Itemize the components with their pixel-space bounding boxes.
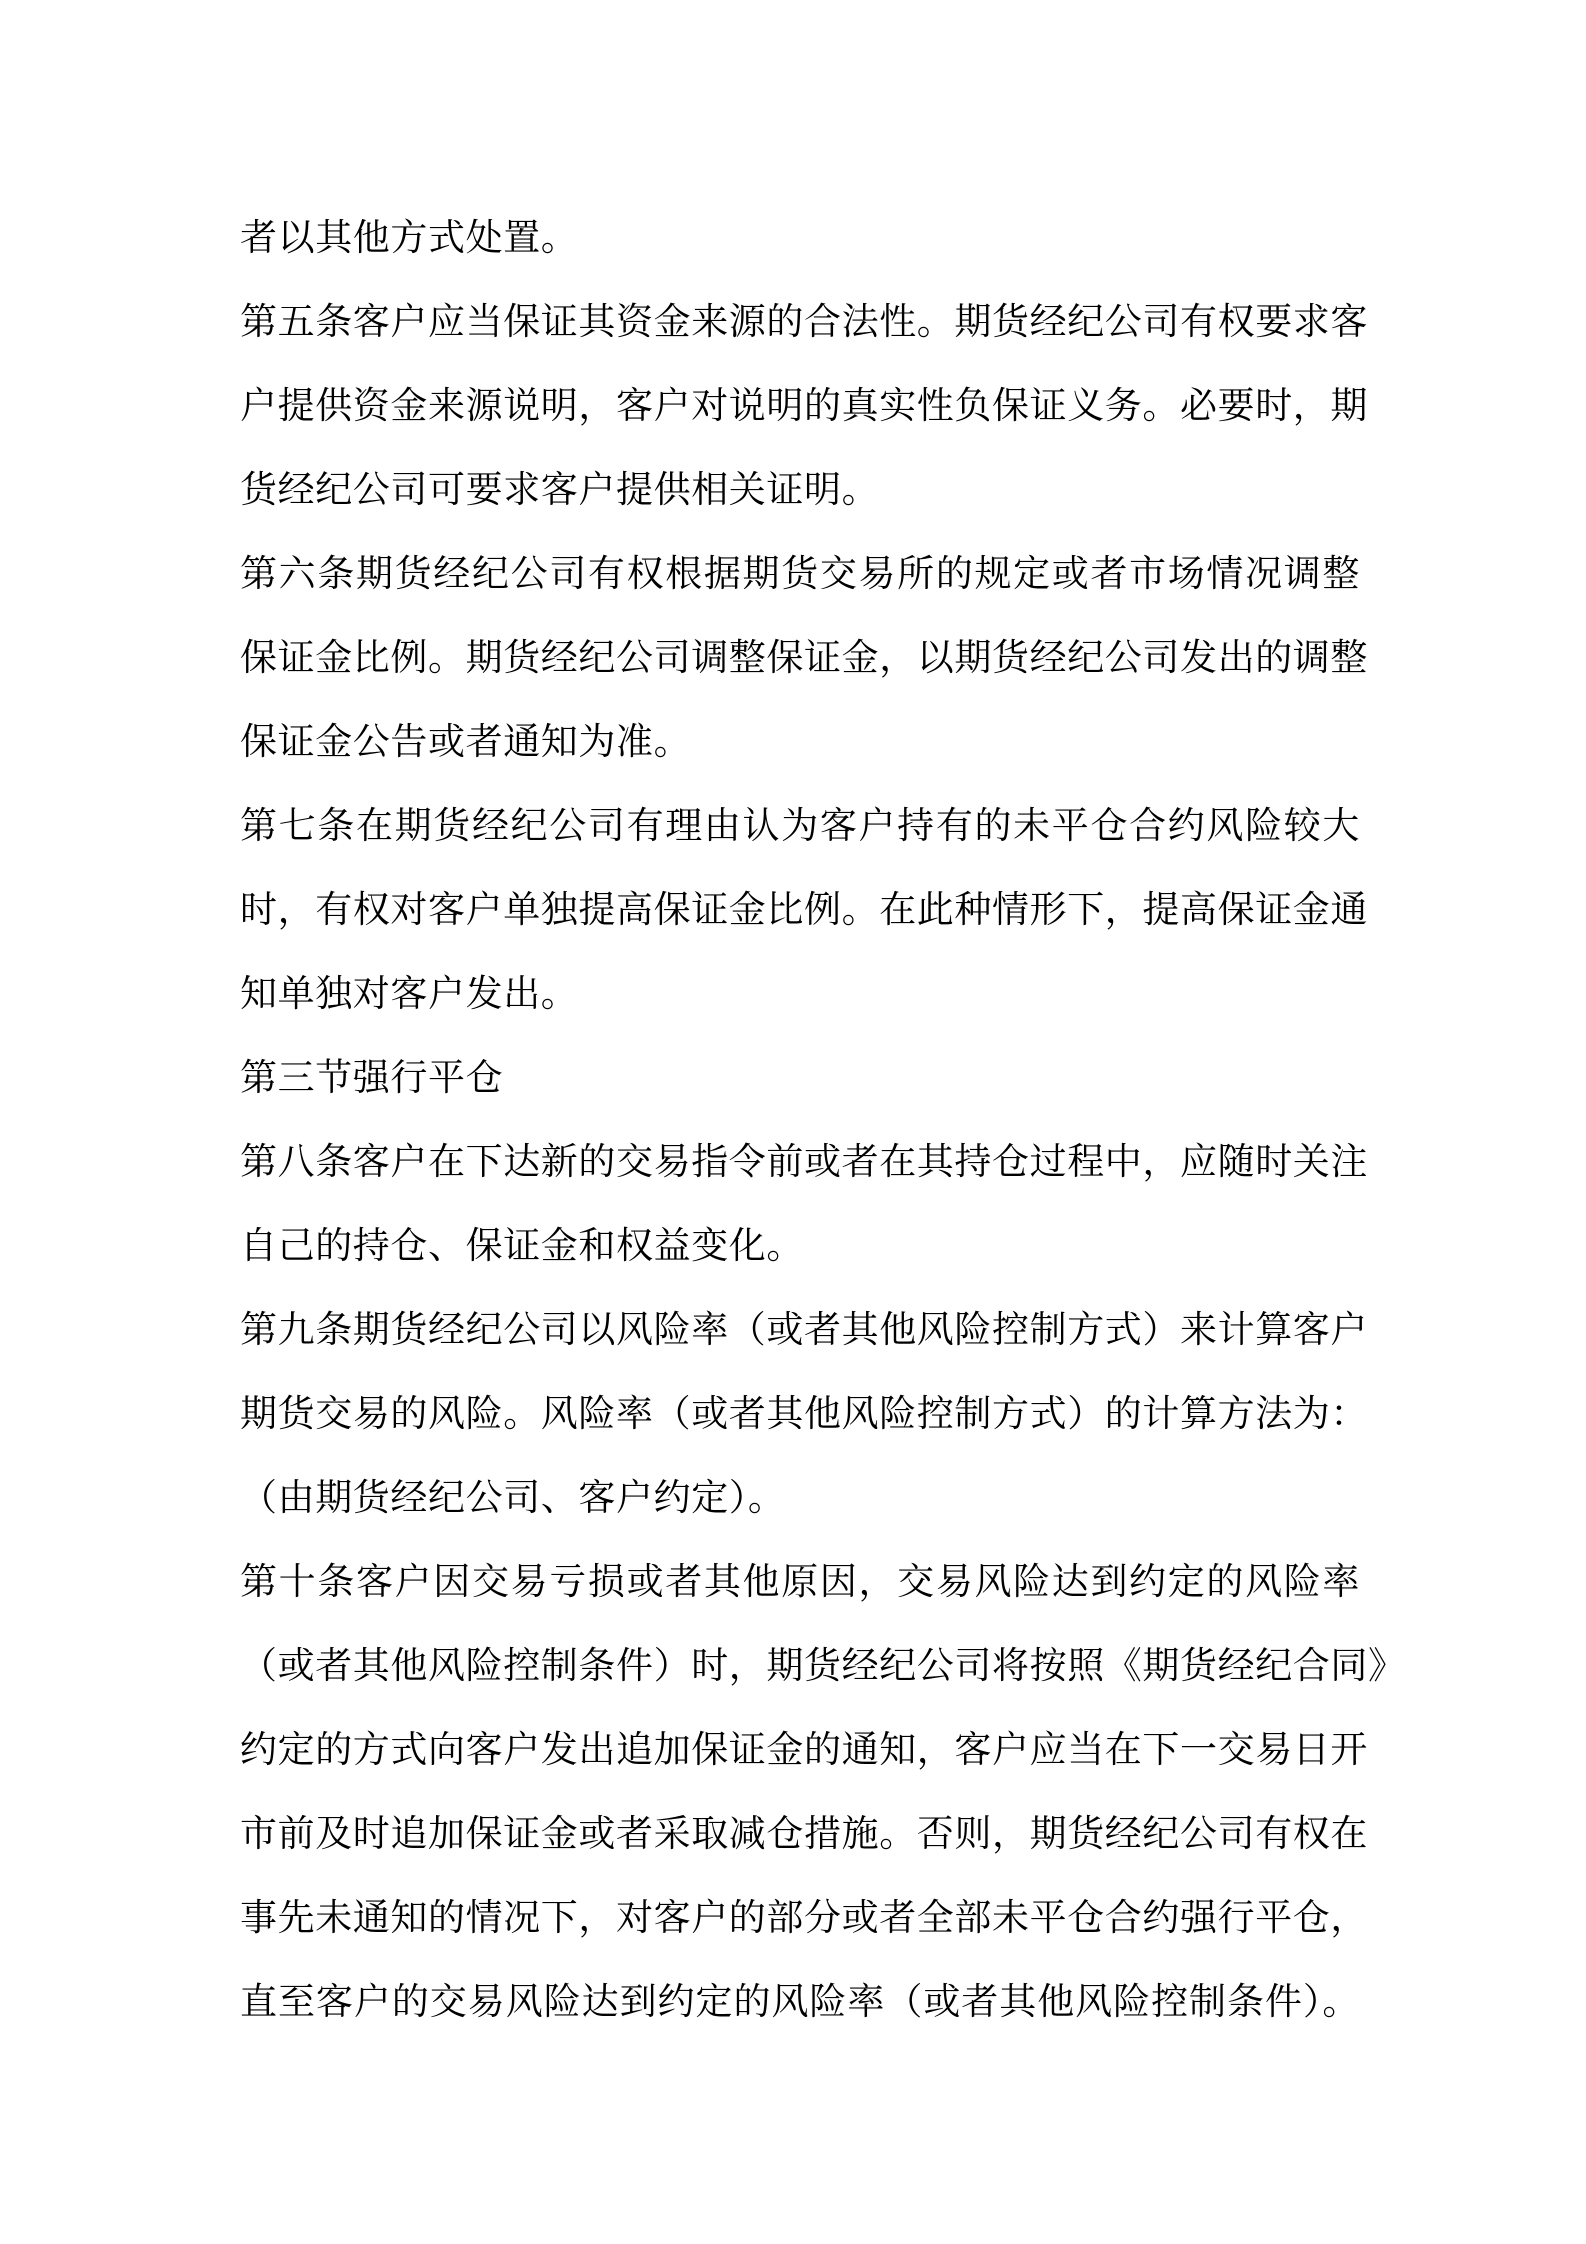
text-line-9: 时，有权对客户单独提高保证金比例。在此种情形下，提高保证金通 [240, 888, 1368, 931]
text-line-6: 保证金比例。期货经纪公司调整保证金，以期货经纪公司发出的调整 [240, 636, 1368, 679]
document-page [240, 196, 1406, 2044]
text-line-21: 事先未通知的情况下，对客户的部分或者全部未平仓合约强行平仓， [240, 1896, 1368, 1939]
text-line-13: 自己的持仓、保证金和权益变化。 [240, 1224, 804, 1267]
text-line-22: 直至客户的交易风险达到约定的风险率（或者其他风险控制条件）。 [240, 1980, 1360, 2023]
text-line-1: 者以其他方式处置。 [240, 216, 579, 259]
text-line-19: 约定的方式向客户发出追加保证金的通知，客户应当在下一交易日开 [240, 1728, 1368, 1771]
text-line-8: 第七条在期货经纪公司有理由认为客户持有的未平仓合约风险较大 [240, 804, 1360, 847]
text-line-18: （或者其他风险控制条件）时，期货经纪公司将按照《期货经纪合同》 [240, 1644, 1406, 1687]
text-line-12: 第八条客户在下达新的交易指令前或者在其持仓过程中，应随时关注 [240, 1140, 1368, 1183]
text-line-7: 保证金公告或者通知为准。 [240, 720, 692, 763]
text-line-17: 第十条客户因交易亏损或者其他原因，交易风险达到约定的风险率 [240, 1560, 1360, 1603]
text-line-20: 市前及时追加保证金或者采取减仓措施。否则，期货经纪公司有权在 [240, 1812, 1368, 1855]
text-line-16: （由期货经纪公司、客户约定）。 [240, 1476, 786, 1519]
section-heading: 第三节强行平仓 [240, 1056, 504, 1099]
text-line-15: 期货交易的风险。风险率（或者其他风险控制方式）的计算方法为： [240, 1392, 1368, 1435]
text-line-10: 知单独对客户发出。 [240, 972, 579, 1015]
text-line-14: 第九条期货经纪公司以风险率（或者其他风险控制方式）来计算客户 [240, 1308, 1368, 1351]
text-line-3: 户提供资金来源说明，客户对说明的真实性负保证义务。必要时，期 [240, 384, 1368, 427]
text-line-5: 第六条期货经纪公司有权根据期货交易所的规定或者市场情况调整 [240, 552, 1360, 595]
text-line-4: 货经纪公司可要求客户提供相关证明。 [240, 468, 880, 511]
text-line-2: 第五条客户应当保证其资金来源的合法性。期货经纪公司有权要求客 [240, 300, 1368, 343]
